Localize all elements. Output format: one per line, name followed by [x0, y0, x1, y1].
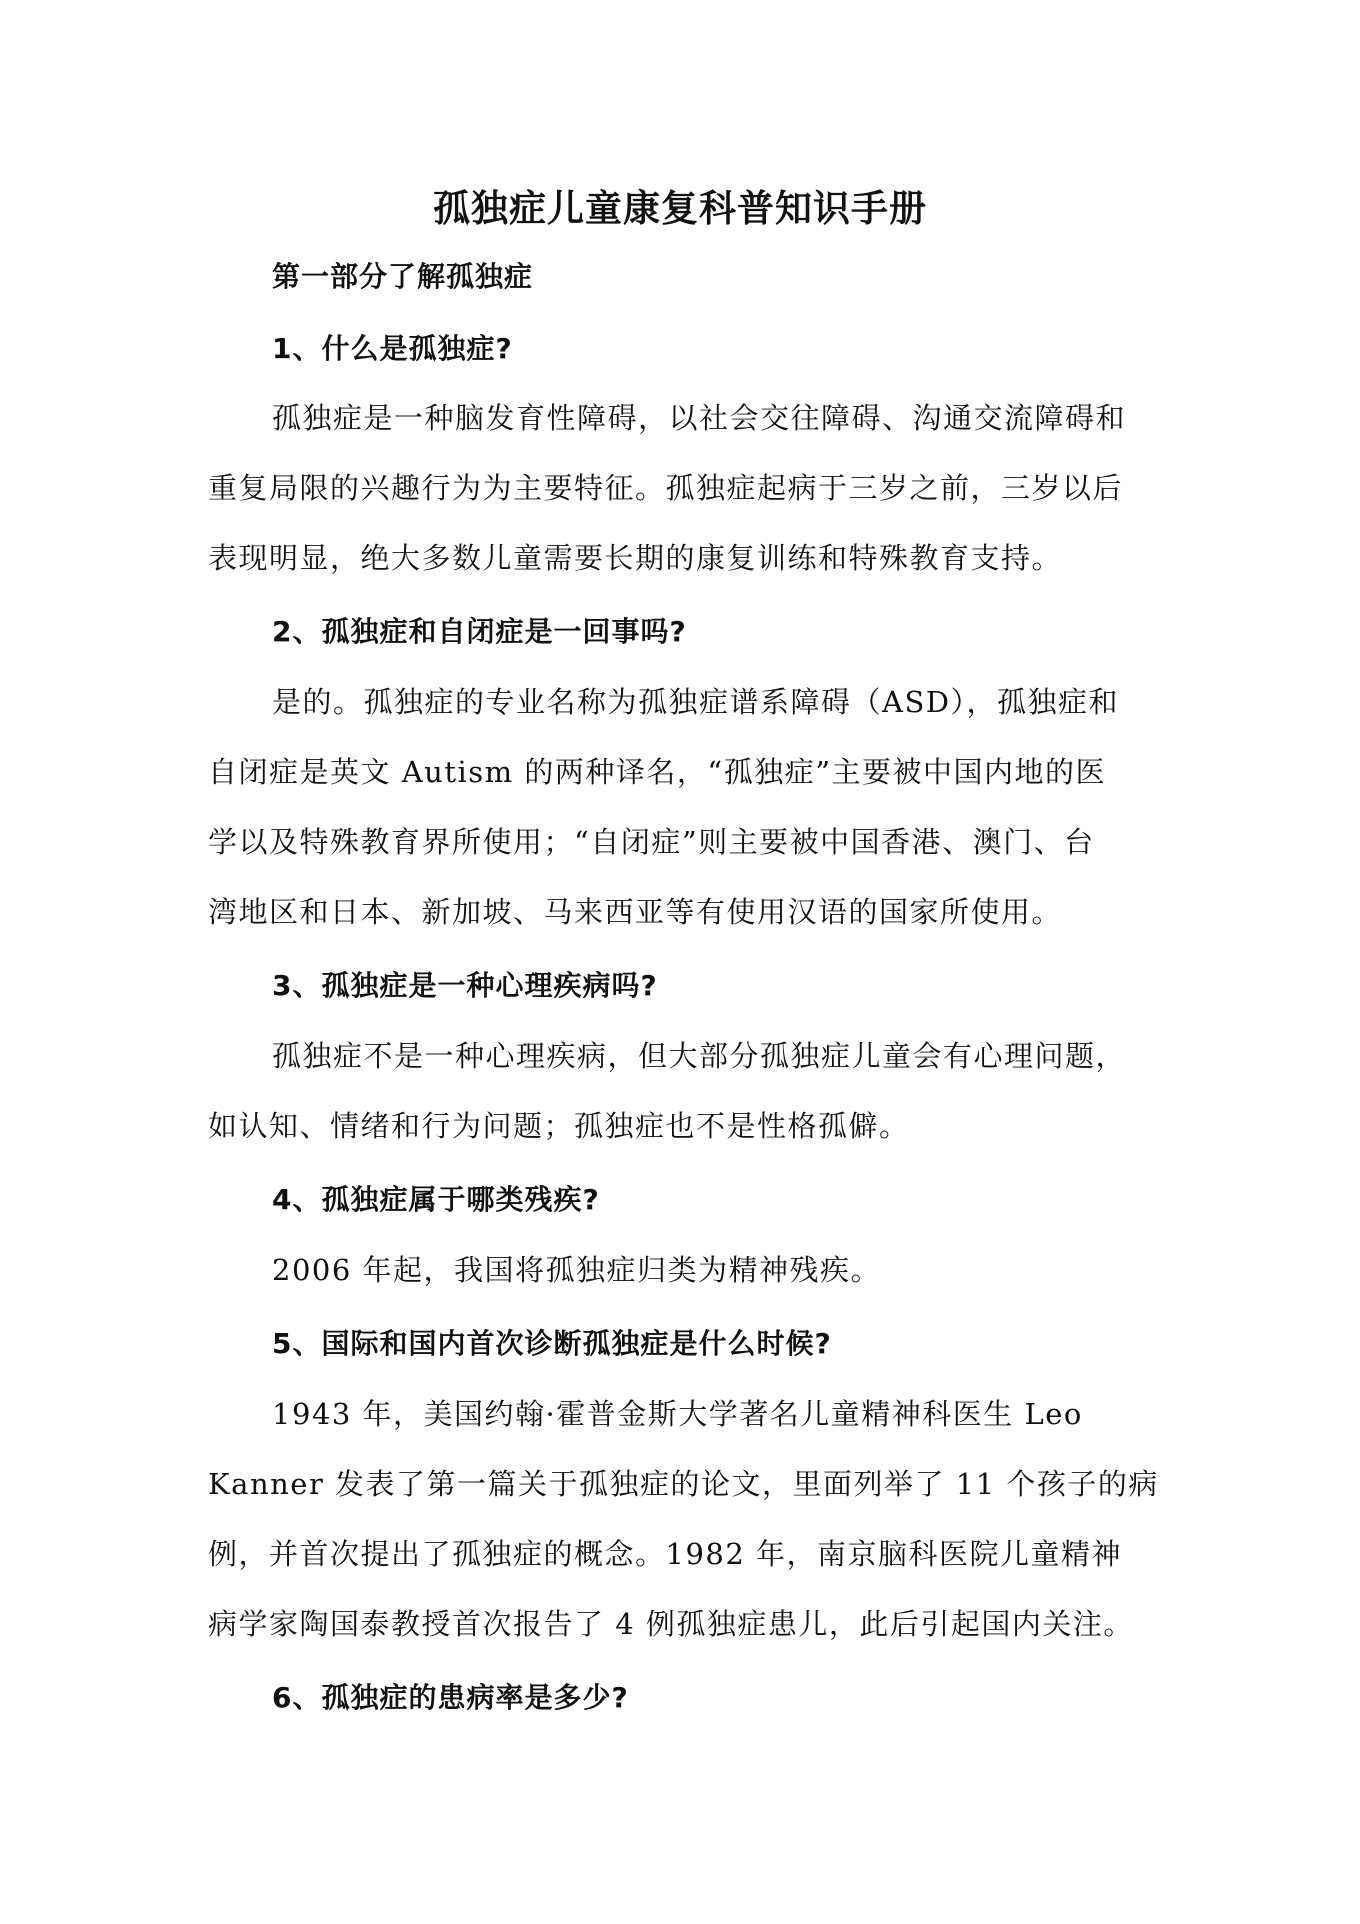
paragraph-line: 学以及特殊教育界所使用；“自闭症”则主要被中国香港、澳门、台: [208, 825, 1095, 859]
paragraph-line: 如认知、情绪和行为问题；孤独症也不是性格孤僻。: [208, 1109, 910, 1143]
paragraph-line: 是的。孤独症的专业名称为孤独症谱系障碍（ASD），孤独症和: [272, 685, 1120, 719]
document-title: 孤独症儿童康复科普知识手册: [433, 187, 927, 230]
paragraph-line: 表现明显，绝大多数儿童需要长期的康复训练和特殊教育支持。: [208, 541, 1063, 575]
paragraph-line: 2006 年起，我国将孤独症归类为精神残疾。: [272, 1253, 882, 1287]
section-heading-5: 5、国际和国内首次诊断孤独症是什么时候?: [272, 1327, 832, 1360]
paragraph-line: 湾地区和日本、新加坡、马来西亚等有使用汉语的国家所使用。: [208, 895, 1063, 929]
section-heading-1: 1、什么是孤独症?: [272, 332, 513, 365]
section-heading-3: 3、孤独症是一种心理疾病吗?: [272, 969, 658, 1002]
section-heading-6: 6、孤独症的患病率是多少?: [272, 1681, 629, 1714]
paragraph-line: Kanner 发表了第一篇关于孤独症的论文，里面列举了 11 个孩子的病: [208, 1467, 1159, 1501]
paragraph-line: 重复局限的兴趣行为为主要特征。孤独症起病于三岁之前，三岁以后: [208, 471, 1124, 505]
paragraph-line: 病学家陶国泰教授首次报告了 4 例孤独症患儿，此后引起国内关注。: [208, 1607, 1134, 1641]
paragraph-line: 自闭症是英文 Autism 的两种译名，“孤独症”主要被中国内地的医: [208, 755, 1107, 789]
paragraph-line: 孤独症不是一种心理疾病，但大部分孤独症儿童会有心理问题，: [272, 1039, 1127, 1073]
part-heading: 第一部分了解孤独症: [272, 260, 534, 293]
paragraph-line: 例，并首次提出了孤独症的概念。1982 年，南京脑科医院儿童精神: [208, 1537, 1123, 1571]
section-heading-2: 2、孤独症和自闭症是一回事吗?: [272, 615, 687, 648]
section-heading-4: 4、孤独症属于哪类残疾?: [272, 1183, 600, 1216]
paragraph-line: 1943 年，美国约翰·霍普金斯大学著名儿童精神科医生 Leo: [272, 1397, 1083, 1431]
paragraph-line: 孤独症是一种脑发育性障碍，以社会交往障碍、沟通交流障碍和: [272, 401, 1127, 435]
